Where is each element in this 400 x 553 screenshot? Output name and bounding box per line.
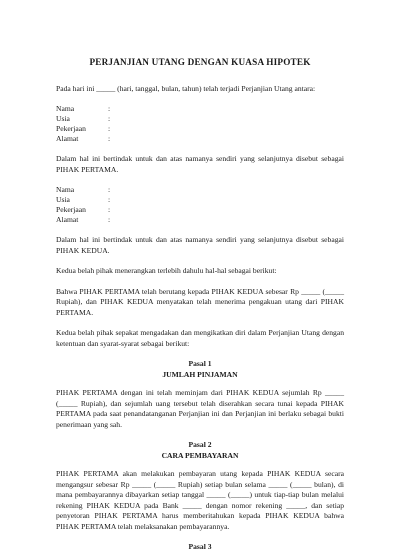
field-label: Alamat	[56, 215, 79, 224]
pasal2-name: CARA PEMBAYARAN	[161, 450, 239, 460]
party1-field-name	[56, 104, 344, 114]
intro-statement: Kedua belah pihak menerangkan terlebih dahulu hal-hal sebagai berikut:	[56, 266, 277, 275]
field-colon: :	[108, 185, 111, 194]
party2-field-name	[56, 185, 344, 195]
field-label: Pekerjaan	[56, 205, 86, 214]
document-title: PERJANJIAN UTANG DENGAN KUASA HIPOTEK	[89, 57, 311, 67]
pasal1-number: Pasal 1	[188, 359, 212, 368]
field-label: Usia	[56, 195, 70, 204]
party2-field-occupation	[56, 205, 344, 215]
agreement-statement: Kedua belah pihak sepakat mengadakan dan mengikatkan diri dalam Perjanjian Utang dengan ketentuan dan syarat-syarat sebagai berikut:	[56, 328, 344, 348]
pasal2-number: Pasal 2	[188, 440, 212, 449]
field-colon: :	[108, 134, 111, 143]
party2-fields	[56, 185, 344, 225]
party2-field-age	[56, 195, 344, 205]
field-label: Usia	[56, 114, 70, 123]
party1-statement: Dalam hal ini bertindak untuk dan atas namanya sendiri yang selanjutnya disebut sebagai PIHAK PERTAMA.	[56, 154, 344, 174]
field-colon: :	[108, 114, 111, 123]
field-colon: :	[108, 215, 111, 224]
pasal2-text: PIHAK PERTAMA akan melakukan pembayaran utang kepada PIHAK KEDUA secara mengangsur sebesar Rp _____ (_____ Rupiah) setiap bulan selama _____ (_____ bulan), di mana pembayarannya dibayarkan setiap tanggal _____ (_____) untuk tiap-tiap bulan melalui rekening PIHAK KEDUA pada Bank _____ dengan nomor rekening _____, dan setiap penyetoran PIHAK PERTAMA harus memberitahukan kepada PIHAK KEDUA bahwa PIHAK PERTAMA telah melaksanakan pembayarannya.	[56, 469, 344, 531]
field-label: Alamat	[56, 134, 79, 143]
party2-field-address	[56, 215, 344, 225]
party2-statement: Dalam hal ini bertindak untuk dan atas namanya sendiri yang selanjutnya disebut sebagai PIHAK KEDUA.	[56, 235, 344, 255]
pasal1-text: PIHAK PERTAMA dengan ini telah meminjam dari PIHAK KEDUA sejumlah Rp _____ (_____ Rupiah), dan sejumlah uang tersebut telah diserahkan secara tunai kepada PIHAK PERTAMA pada saat penandatanganan Perjanjian ini dan Perjanjian ini berlaku sebagai bukti penerimaan yang sah.	[56, 388, 344, 429]
field-colon: :	[108, 104, 111, 113]
field-colon: :	[108, 124, 111, 133]
party1-field-address	[56, 134, 344, 144]
field-colon: :	[108, 205, 111, 214]
opening-paragraph: Pada hari ini _____ (hari, tanggal, bulan, tahun) telah terjadi Perjanjian Utang antara:	[56, 83, 316, 93]
pasal1-name: JUMLAH PINJAMAN	[162, 369, 238, 379]
party1-field-age	[56, 114, 344, 124]
field-label: Nama	[56, 104, 75, 113]
field-colon: :	[108, 195, 111, 204]
debt-statement: Bahwa PIHAK PERTAMA telah berutang kepada PIHAK KEDUA sebesar Rp _____ (_____ Rupiah), dan PIHAK KEDUA menyatakan telah menerima pengakuan utang dari PIHAK PERTAMA.	[56, 286, 344, 317]
field-label: Nama	[56, 185, 75, 194]
party1-field-occupation	[56, 124, 344, 134]
pasal3-number: Pasal 3	[188, 542, 212, 551]
field-label: Pekerjaan	[56, 124, 86, 133]
party1-fields	[56, 104, 344, 144]
